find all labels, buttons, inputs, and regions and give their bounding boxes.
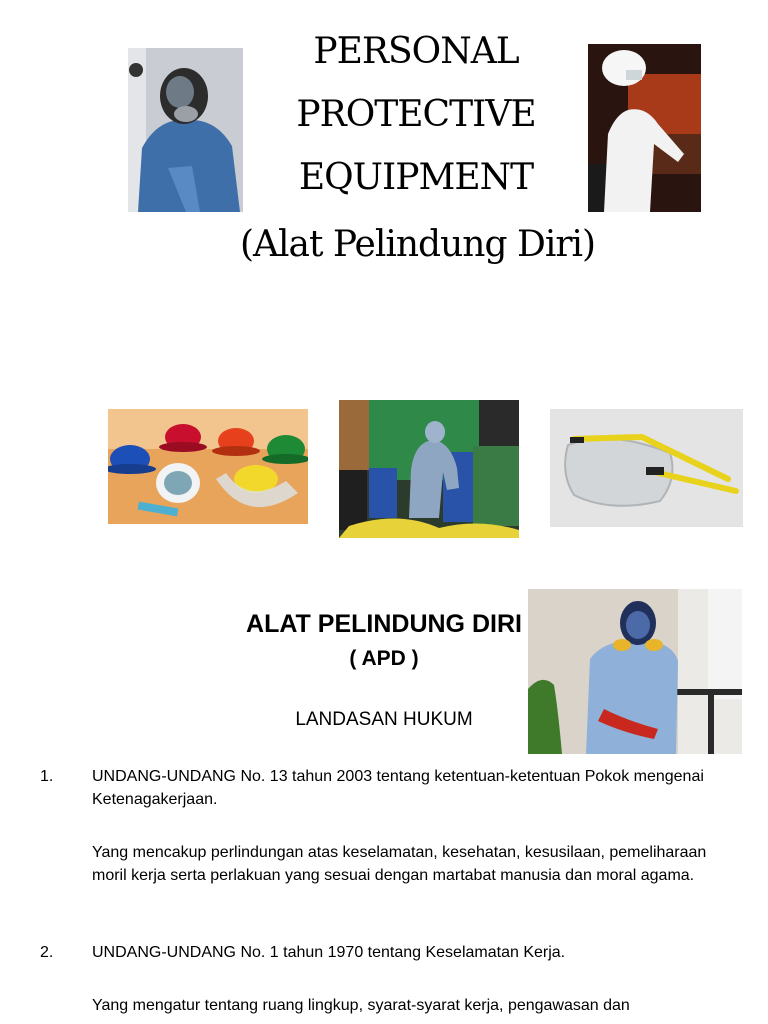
title-line-2: PROTECTIVE (296, 94, 536, 135)
list-item-1-text: UNDANG-UNDANG No. 13 tahun 2003 tentang ketentuan-ketentuan Pokok mengenai Ketenagakerjaan. (92, 768, 704, 808)
apd-abbreviation: ( APD ) (349, 647, 419, 670)
white-suit-worker-photo (588, 44, 701, 212)
hard-hats-photo (108, 409, 308, 524)
list-item-1-detail: Yang mencakup perlindungan atas keselamatan, kesehatan, kesusilaan, pemeliharaan moril kerja serta perlakuan yang sesuai dengan martabat manusia dan moral agama. (92, 844, 707, 884)
title-line-4: (Alat Pelindung Diri) (240, 224, 596, 265)
safety-glasses-photo (550, 409, 743, 527)
title-line-1: PERSONAL (313, 31, 519, 72)
list-item-2-detail: Yang mengatur tentang ruang lingkup, syarat-syarat kerja, pengawasan dan (92, 997, 630, 1014)
respirator-worker-photo (128, 48, 243, 212)
chemical-suit-worker-photo (528, 589, 742, 754)
list-item-2-text: UNDANG-UNDANG No. 1 tahun 1970 tentang Keselamatan Kerja. (92, 944, 566, 961)
legal-basis-heading: LANDASAN HUKUM (295, 709, 473, 730)
section-heading: ALAT PELINDUNG DIRI (246, 610, 522, 638)
list-number-1: 1. (40, 768, 54, 785)
list-number-2: 2. (40, 944, 54, 961)
hazmat-drums-photo (339, 400, 519, 538)
title-line-3: EQUIPMENT (298, 157, 534, 198)
